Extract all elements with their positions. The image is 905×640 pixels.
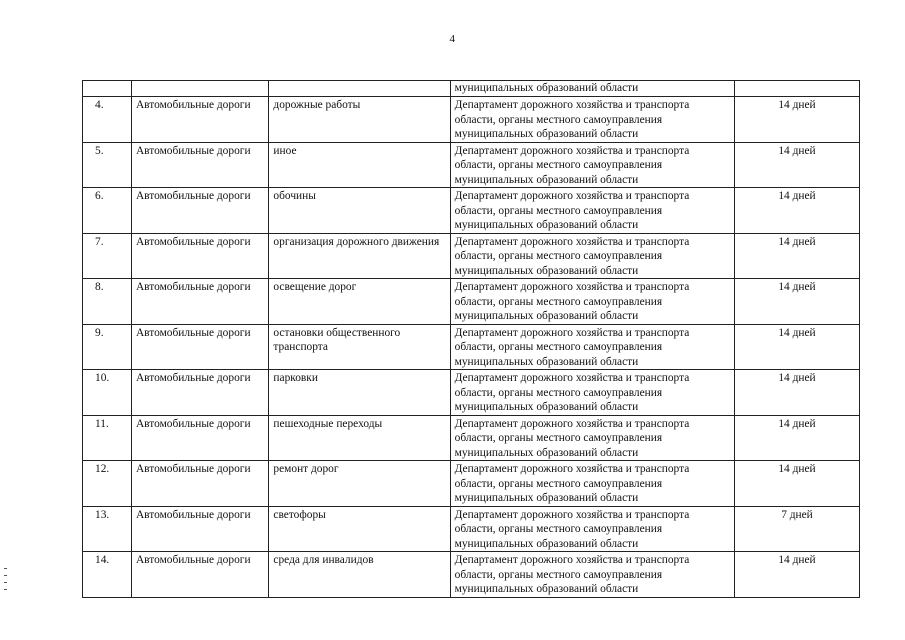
table-row (83, 415, 860, 461)
cell-category: Автомобильные дороги (131, 233, 268, 279)
cell-department: Департамент дорожного хозяйства и транспорта области, органы местного самоуправления муниципальных образований области (450, 415, 734, 461)
cell-topic: иное (269, 142, 450, 188)
cell-department: Департамент дорожного хозяйства и транспорта области, органы местного самоуправления муниципальных образований области (450, 142, 734, 188)
cell-topic: дорожные работы (269, 97, 450, 143)
cell-topic: организация дорожного движения (269, 233, 450, 279)
cell-topic: ремонт дорог (269, 461, 450, 507)
cell-number: 10. (83, 370, 132, 416)
cell-department: Департамент дорожного хозяйства и транспорта области, органы местного самоуправления муниципальных образований области (450, 552, 734, 598)
cell-number: 5. (83, 142, 132, 188)
cell-category: Автомобильные дороги (131, 279, 268, 325)
table-row (83, 97, 860, 143)
table-row (83, 461, 860, 507)
cell-category (131, 81, 268, 97)
cell-topic: остановки общественного транспорта (269, 324, 450, 370)
table-row (83, 506, 860, 552)
cell-term: 14 дней (734, 142, 859, 188)
cell-department: Департамент дорожного хозяйства и транспорта области, органы местного самоуправления муниципальных образований области (450, 233, 734, 279)
scan-mark (4, 575, 7, 576)
cell-department: Департамент дорожного хозяйства и транспорта области, органы местного самоуправления муниципальных образований области (450, 324, 734, 370)
cell-topic: среда для инвалидов (269, 552, 450, 598)
cell-topic: освещение дорог (269, 279, 450, 325)
cell-term: 7 дней (734, 506, 859, 552)
cell-number: 8. (83, 279, 132, 325)
cell-topic: обочины (269, 188, 450, 234)
cell-term: 14 дней (734, 324, 859, 370)
cell-number: 7. (83, 233, 132, 279)
cell-category: Автомобильные дороги (131, 97, 268, 143)
cell-term: 14 дней (734, 233, 859, 279)
cell-department: Департамент дорожного хозяйства и транспорта области, органы местного самоуправления муниципальных образований области (450, 506, 734, 552)
cell-category: Автомобильные дороги (131, 324, 268, 370)
scan-mark (4, 582, 7, 583)
cell-term (734, 81, 859, 97)
cell-number: 14. (83, 552, 132, 598)
cell-department: Департамент дорожного хозяйства и транспорта области, органы местного самоуправления муниципальных образований области (450, 188, 734, 234)
cell-topic: парковки (269, 370, 450, 416)
table-row (83, 233, 860, 279)
table-row (83, 142, 860, 188)
cell-number: 6. (83, 188, 132, 234)
cell-number: 11. (83, 415, 132, 461)
cell-category: Автомобильные дороги (131, 188, 268, 234)
cell-number (83, 81, 132, 97)
cell-term: 14 дней (734, 415, 859, 461)
responsibility-table (82, 80, 860, 598)
cell-category: Автомобильные дороги (131, 415, 268, 461)
cell-term: 14 дней (734, 279, 859, 325)
cell-category: Автомобильные дороги (131, 370, 268, 416)
cell-number: 12. (83, 461, 132, 507)
cell-number: 13. (83, 506, 132, 552)
margin-scan-marks (4, 568, 7, 606)
table-row (83, 552, 860, 598)
cell-department: Департамент дорожного хозяйства и транспорта области, органы местного самоуправления муниципальных образований области (450, 279, 734, 325)
table-row (83, 370, 860, 416)
cell-number: 9. (83, 324, 132, 370)
cell-term: 14 дней (734, 552, 859, 598)
cell-number: 4. (83, 97, 132, 143)
cell-department: Департамент дорожного хозяйства и транспорта области, органы местного самоуправления муниципальных образований области (450, 97, 734, 143)
cell-category: Автомобильные дороги (131, 552, 268, 598)
cell-term: 14 дней (734, 188, 859, 234)
cell-category: Автомобильные дороги (131, 506, 268, 552)
cell-topic: пешеходные переходы (269, 415, 450, 461)
scan-mark (4, 568, 7, 569)
cell-department: Департамент дорожного хозяйства и транспорта области, органы местного самоуправления муниципальных образований области (450, 370, 734, 416)
cell-department: Департамент дорожного хозяйства и транспорта области, органы местного самоуправления муниципальных образований области (450, 461, 734, 507)
cell-term: 14 дней (734, 461, 859, 507)
cell-category: Автомобильные дороги (131, 461, 268, 507)
cell-topic: светофоры (269, 506, 450, 552)
table-row (83, 324, 860, 370)
cell-term: 14 дней (734, 370, 859, 416)
table-row (83, 279, 860, 325)
table-row-continuation (83, 81, 860, 97)
page-number: 4 (449, 33, 456, 45)
cell-department: муниципальных образований области (450, 81, 734, 97)
cell-topic (269, 81, 450, 97)
scan-mark (4, 589, 7, 590)
cell-term: 14 дней (734, 97, 859, 143)
cell-category: Автомобильные дороги (131, 142, 268, 188)
table-row (83, 188, 860, 234)
